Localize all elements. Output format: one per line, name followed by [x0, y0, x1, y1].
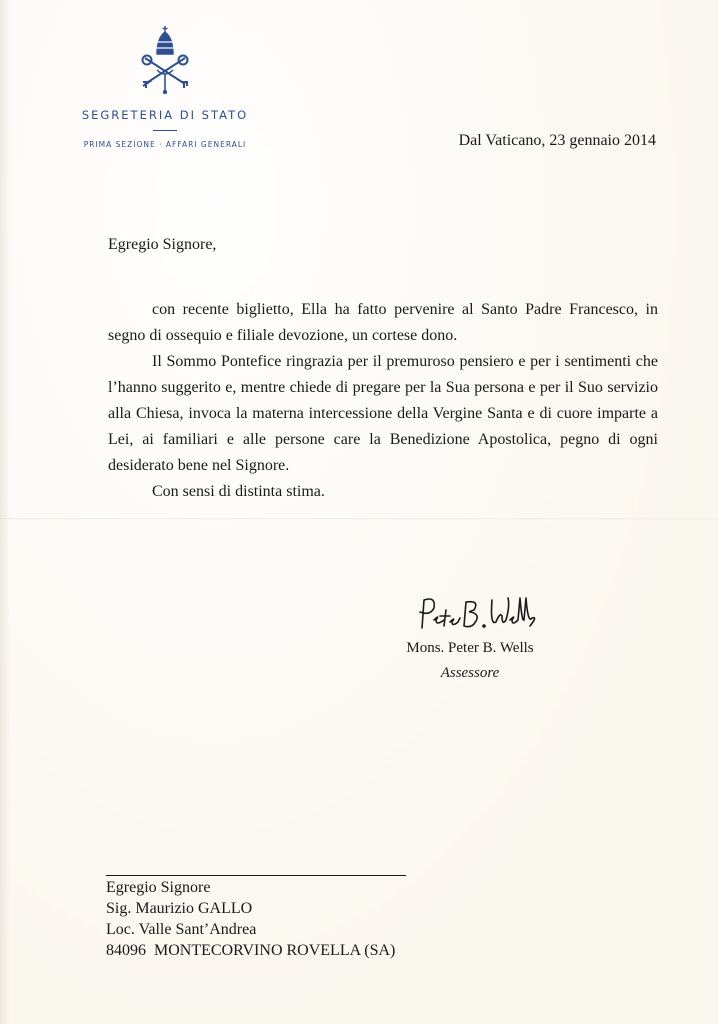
recipient-address	[106, 877, 395, 961]
letterhead	[40, 24, 290, 149]
address-line: Loc. Valle Sant’Andrea	[106, 921, 257, 938]
letter-body	[108, 297, 658, 505]
salutation: Egregio Signore,	[108, 236, 217, 253]
signature-block	[380, 586, 560, 682]
signatory-title: Assessore	[440, 665, 500, 681]
address-line: Sig. Maurizio GALLO	[106, 900, 253, 917]
signatory-name: Mons. Peter B. Wells	[406, 640, 534, 656]
closing-paragraph: Con sensi di distinta stima.	[152, 483, 325, 500]
address-line: Egregio Signore	[106, 879, 211, 896]
address-line: 84096 MONTECORVINO ROVELLA (SA)	[106, 942, 396, 959]
papal-crest-icon	[135, 24, 195, 94]
address-divider	[106, 875, 406, 876]
paper-fold-line	[0, 518, 718, 520]
section-name: PRIMA SEZIONE · AFFARI GENERALI	[83, 140, 247, 149]
paper-edge-shadow	[0, 0, 10, 1024]
letter-date: Dal Vaticano, 23 gennaio 2014	[458, 132, 656, 149]
letterhead-divider	[153, 130, 177, 131]
body-paragraph: Il Sommo Pontefice ringrazia per il premuroso pensiero e per i sentimenti che l’hanno suggerito e, mentre chiede di pregare per la Sua persona e per il Suo servizio alla Chiesa, invoca la materna intercessione della Vergine Santa e di cuore imparte a Lei, ai familiari e alle persone care la Benedizione Apostolica, pegno di ogni desiderato bene nel Signore.	[108, 353, 658, 474]
handwritten-signature	[400, 586, 540, 636]
body-paragraph: con recente biglietto, Ella ha fatto pervenire al Santo Padre Francesco, in segno di ossequio e filiale devozione, un cortese dono.	[108, 301, 658, 344]
department-name: SEGRETERIA DI STATO	[81, 108, 249, 122]
